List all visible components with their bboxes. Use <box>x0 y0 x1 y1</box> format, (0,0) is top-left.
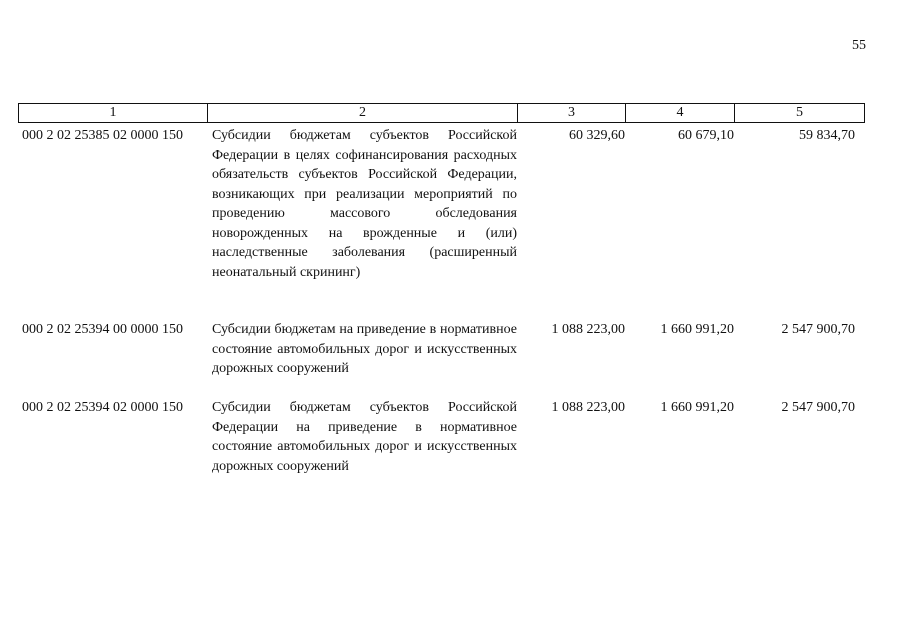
description-cell: Субсидии бюджетам субъектов Российской Федерации в целях софинансирования расходных обязательств субъектов Российской Федерации, возникающих при реализации мероприятий по проведению массового обследования новорожденных на врожденные и (или) наследственные заболевания (расширенный неонатальный скрининг) <box>212 128 517 280</box>
amount-col5-cell: 59 834,70 <box>799 128 855 143</box>
amount-col4-cell: 1 660 991,20 <box>660 322 734 337</box>
budget-code-cell: 000 2 02 25394 02 0000 150 <box>22 400 183 415</box>
column-header-4: 4 <box>626 104 735 122</box>
amount-col4-cell: 60 679,10 <box>678 128 734 143</box>
budget-code-cell: 000 2 02 25394 00 0000 150 <box>22 322 183 337</box>
budget-code-cell: 000 2 02 25385 02 0000 150 <box>22 128 183 143</box>
column-header-3: 3 <box>518 104 626 122</box>
description-cell: Субсидии бюджетам на приведение в нормативное состояние автомобильных дорог и искусственных дорожных сооружений <box>212 322 517 376</box>
amount-col3-cell: 1 088 223,00 <box>551 400 625 415</box>
amount-col4-cell: 1 660 991,20 <box>660 400 734 415</box>
amount-col3-cell: 60 329,60 <box>569 128 625 143</box>
column-header-2: 2 <box>208 104 518 122</box>
column-header-1: 1 <box>19 104 208 122</box>
page-number: 55 <box>852 38 866 53</box>
column-header-5: 5 <box>796 105 803 120</box>
table-header-row <box>18 103 865 123</box>
amount-col5-cell: 2 547 900,70 <box>781 322 855 337</box>
description-cell: Субсидии бюджетам субъектов Российской Федерации на приведение в нормативное состояние автомобильных дорог и искусственных дорожных сооружений <box>212 400 517 474</box>
amount-col3-cell: 1 088 223,00 <box>551 322 625 337</box>
amount-col5-cell: 2 547 900,70 <box>781 400 855 415</box>
